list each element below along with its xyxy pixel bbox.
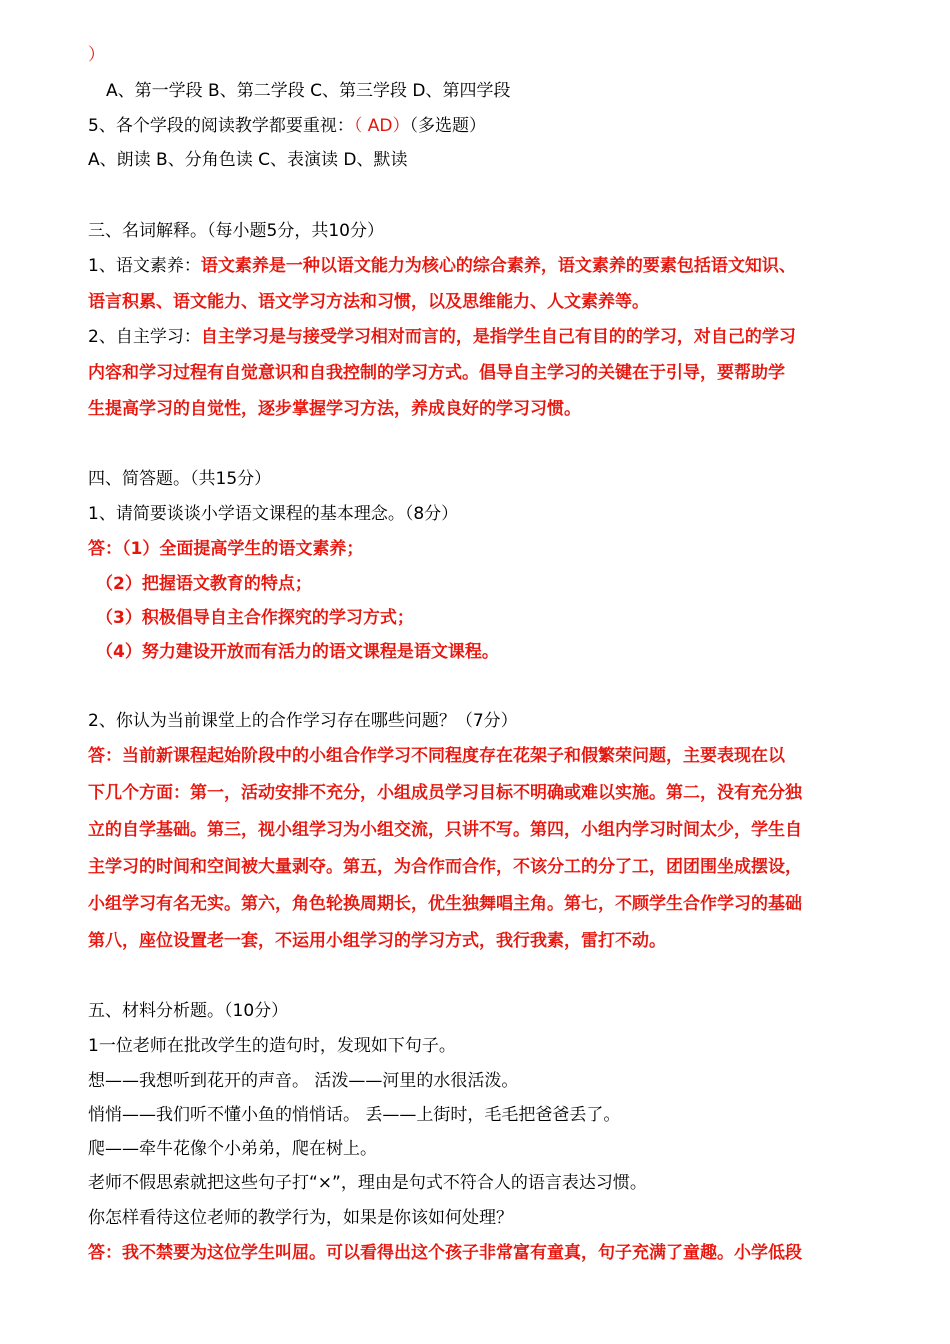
- term-2-answer-line-1: 自主学习是与接受学习相对而言的，是指学生自己有目的的学习，对自己的学习: [200, 327, 796, 347]
- term-2-answer-line-2: 内容和学习过程有自觉意识和自我控制的学习方式。倡导自主学习的关键在于引导，要帮助学: [88, 363, 785, 383]
- section-5-heading: 五、材料分析题。（10分）: [88, 1001, 289, 1021]
- section-4-question-1: 1、请简要谈谈小学语文课程的基本理念。（8分）: [88, 504, 459, 524]
- term-1-answer-line-2: 语言积累、语文能力、语文学习方法和习惯，以及思维能力、人文素养等。: [88, 292, 649, 312]
- section-4-answer-2-line-5: 小组学习有名无实。第六，角色轮换周期长，优生独舞唱主角。第七，不顾学生合作学习的基础: [88, 894, 802, 914]
- section-4-answer-2-line-3: 立的自学基础。第三，视小组学习为小组交流，只讲不写。第四，小组内学习时间太少，学生自: [88, 820, 802, 840]
- section-4-answer-2-line-4: 主学习的时间和空间被大量剥夺。第五，为合作而合作，不该分工的分了工，团团围坐成摆设，: [88, 857, 802, 877]
- section-4-answer-2-line-2: 下几个方面：第一，活动安排不充分，小组成员学习目标不明确或难以实施。第二，没有充分独: [88, 783, 802, 803]
- section-4-answer-1-line-3: （3）积极倡导自主合作探究的学习方式；: [96, 608, 414, 628]
- term-2-answer-line-3: 生提高学习的自觉性，逐步掌握学习方法，养成良好的学习习惯。: [88, 399, 581, 419]
- section-5-line-1: 1一位老师在批改学生的造句时，发现如下句子。: [88, 1036, 456, 1056]
- section-4-answer-2-line-1: 答：当前新课程起始阶段中的小组合作学习不同程度存在花架子和假繁荣问题，主要表现在以: [88, 746, 785, 766]
- term-2-label: 2、自主学习：: [88, 327, 201, 347]
- section-4-answer-1-line-4: （4）努力建设开放而有活力的语文课程是语文课程。: [96, 642, 499, 662]
- term-2: [88, 324, 796, 350]
- section-3-heading: 三、名词解释。（每小题5分，共10分）: [88, 221, 384, 241]
- section-5-line-5: 老师不假思索就把这些句子打“×”，理由是句式不符合人的语言表达习惯。: [88, 1173, 647, 1193]
- term-1-label: 1、语文素养：: [88, 256, 201, 276]
- section-5-line-6: 你怎样看待这位老师的教学行为，如果是你该如何处理？: [88, 1208, 513, 1228]
- section-5-line-3: 悄悄——我们听不懂小鱼的悄悄话。 丢——上街时，毛毛把爸爸丢了。: [88, 1105, 621, 1125]
- question-4-paren: ）: [88, 45, 105, 65]
- question-5-options: A、朗读 B、分角色读 C、表演读 D、默读: [88, 150, 408, 170]
- question-5-note: （多选题）: [409, 116, 486, 136]
- section-4-question-2: 2、你认为当前课堂上的合作学习存在哪些问题？（7分）: [88, 711, 518, 731]
- section-5-answer-line-1: 答：我不禁要为这位学生叫屈。可以看得出这个孩子非常富有童真，句子充满了童趣。小学低段: [88, 1243, 802, 1263]
- question-4-options: A、第一学段 B、第二学段 C、第三学段 D、第四学段: [106, 81, 511, 101]
- section-5-line-4: 爬——牵牛花像个小弟弟，爬在树上。: [88, 1139, 377, 1159]
- question-5-text: 5、各个学段的阅读教学都要重视：: [88, 116, 354, 136]
- section-4-heading: 四、简答题。（共15分）: [88, 469, 272, 489]
- term-1: [88, 253, 796, 279]
- question-5-answer: （ AD）: [353, 116, 410, 136]
- section-4-answer-1-line-2: （2）把握语文教育的特点；: [96, 574, 312, 594]
- section-4-answer-1-line-1: 答：（1）全面提高学生的语文素养；: [88, 539, 364, 559]
- section-5-line-2: 想——我想听到花开的声音。 活泼——河里的水很活泼。: [88, 1071, 519, 1091]
- question-5-stem: [88, 113, 486, 139]
- term-1-answer-line-1: 语文素养是一种以语文能力为核心的综合素养，语文素养的要素包括语文知识、: [200, 256, 796, 276]
- section-4-answer-2-line-6: 第八，座位设置老一套，不运用小组学习的学习方式，我行我素，雷打不动。: [88, 931, 666, 951]
